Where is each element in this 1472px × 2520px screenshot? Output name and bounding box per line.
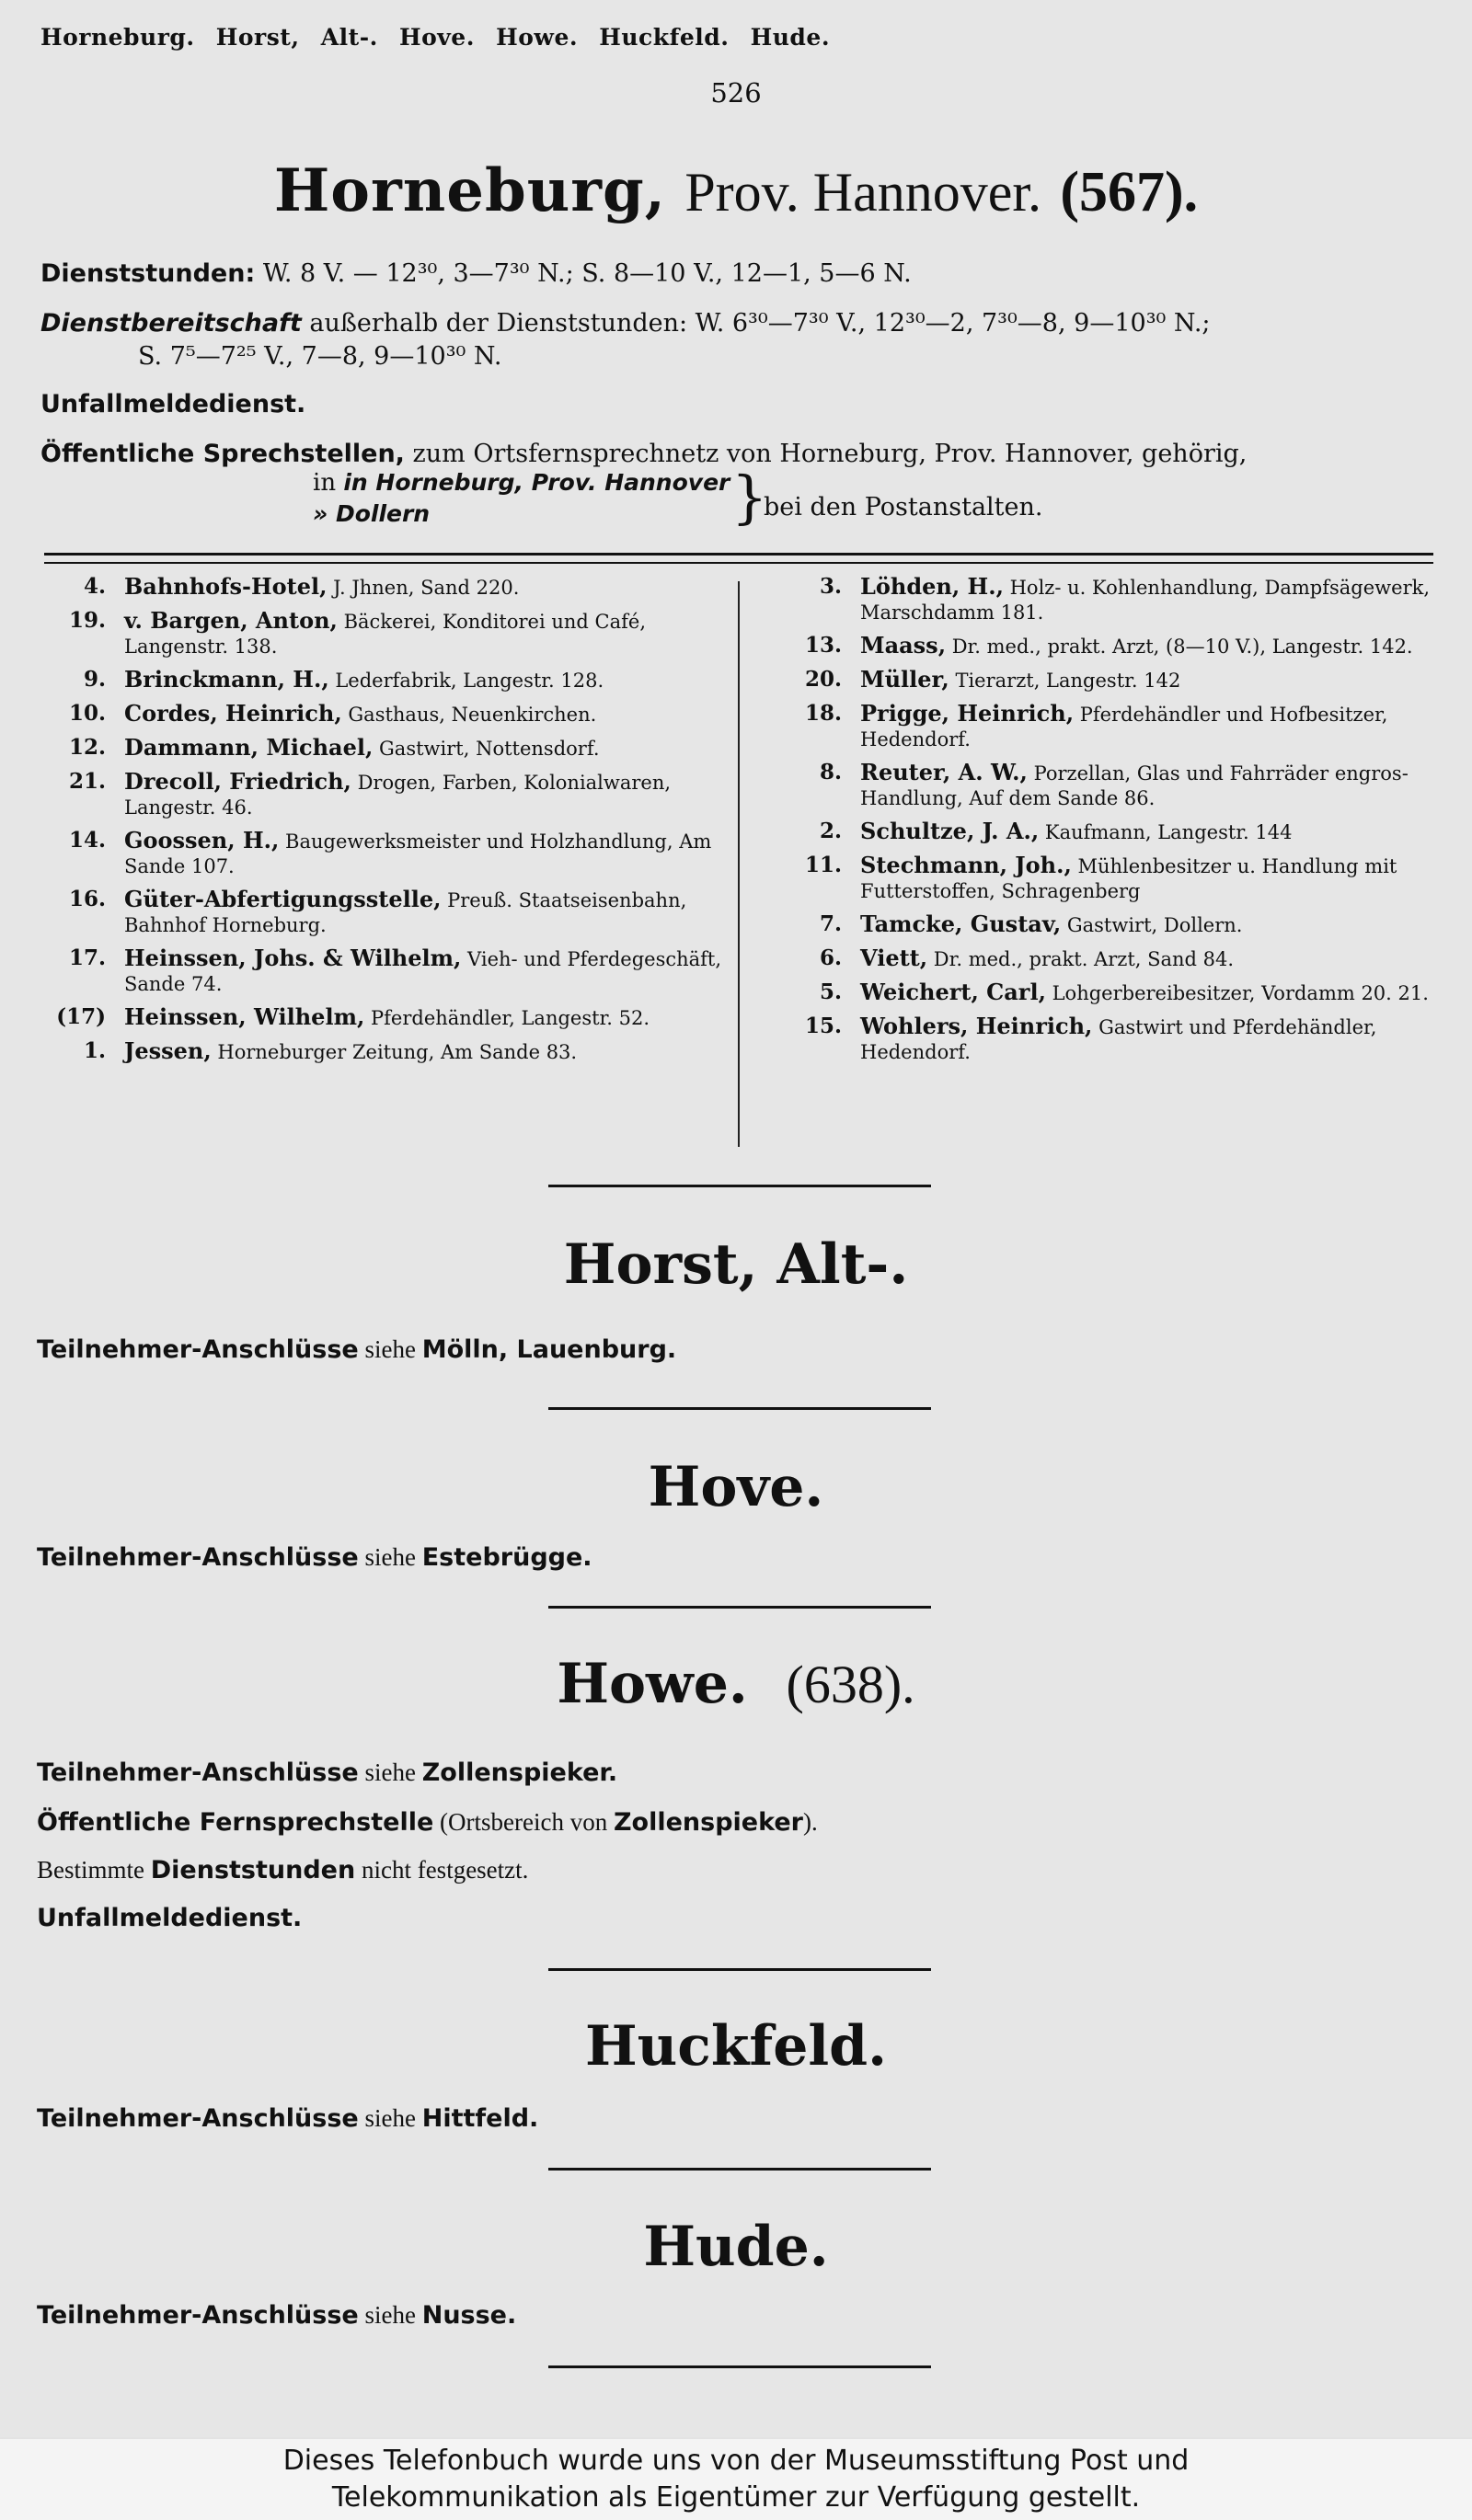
section-rule [548, 1606, 931, 1609]
subscriber-number: 16. [68, 887, 106, 911]
subscriber-name: Heinssen, Johs. & Wilhelm, [124, 945, 462, 971]
place-2: » Dollern [313, 500, 431, 527]
subscriber-entry [37, 945, 722, 997]
subscriber-number: 7. [819, 911, 842, 936]
subscriber-details: Preuß. Staatseisenbahn, Bahnhof Horneburg. [124, 889, 687, 936]
horst-subscribers: Teilnehmer-Anschlüsse siehe Mölln, Lauenburg. [37, 1335, 677, 1364]
section-rule [548, 2365, 931, 2368]
hude-title: Hude. [643, 2215, 829, 2279]
huckfeld-subscribers: Teilnehmer-Anschlüsse siehe Hittfeld. [37, 2104, 539, 2133]
standby-label: Dienstbereitschaft [40, 309, 302, 338]
subscriber-list-right [773, 574, 1435, 1072]
subscriber-details: Lohgerbereibesitzer, Vordamm 20. 21. [1045, 982, 1429, 1004]
subscriber-number: 5. [819, 979, 842, 1004]
subscriber-number: 18. [804, 701, 842, 726]
horneburg-name: Horneburg, [273, 156, 666, 225]
standby-line-2: S. 7⁵—7²⁵ V., 7—8, 9—10³⁰ N. [138, 342, 502, 371]
subscriber-details: Gasthaus, Neuenkirchen. [341, 704, 597, 726]
subscriber-name: Wohlers, Heinrich, [860, 1013, 1093, 1039]
footer-line-1: Dieses Telefonbuch wurde uns von der Museumsstiftung Post und [282, 2445, 1190, 2477]
subscriber-name: Reuter, A. W., [860, 759, 1028, 785]
hours-label: Dienststunden: [40, 259, 256, 288]
subscriber-number: 4. [83, 574, 106, 599]
subscriber-name: Müller, [860, 666, 949, 693]
subscriber-entry [773, 1014, 1435, 1065]
subscriber-name: Dammann, Michael, [124, 734, 374, 761]
subscriber-number: 12. [68, 735, 106, 760]
subscriber-entry [37, 1004, 722, 1031]
horneburg-code: (567). [1060, 161, 1199, 223]
subscriber-name: Stechmann, Joh., [860, 852, 1072, 878]
column-divider [738, 581, 740, 1147]
subscriber-name: Drecoll, Friedrich, [124, 768, 351, 795]
subscriber-entry [37, 667, 722, 693]
subscriber-details: Mühlenbesitzer u. Handlung mit Futterstoffen, Schragenberg [860, 855, 1397, 902]
subscriber-name: v. Bargen, Anton, [124, 607, 338, 634]
subscriber-entry [37, 701, 722, 727]
subscriber-entry [773, 853, 1435, 904]
section-rule [548, 2168, 931, 2171]
subscriber-entry [773, 760, 1435, 811]
subscriber-details: Bäckerei, Konditorei und Café, Langenstr. 138. [124, 611, 647, 658]
accident-service: Unfallmeldedienst. [40, 390, 306, 418]
subscriber-number: 14. [68, 828, 106, 853]
subscriber-entry [37, 887, 722, 938]
subscriber-name: Löhden, H., [860, 573, 1004, 600]
subscriber-number: 8. [819, 760, 842, 785]
subscriber-details: Vieh- und Pferdegeschäft, Sande 74. [124, 948, 722, 995]
howe-public-station: Öffentliche Fernsprechstelle (Ortsbereich von Zollenspieker). [37, 1808, 818, 1837]
subscriber-details: Gastwirt, Nottensdorf. [373, 738, 600, 760]
subscriber-number: 3. [819, 574, 842, 599]
subscriber-number: 19. [68, 608, 106, 633]
subscriber-name: Viett, [860, 945, 928, 971]
hove-subscribers: Teilnehmer-Anschlüsse siehe Estebrügge. [37, 1543, 592, 1572]
public-stations-line [40, 440, 1247, 468]
places-block [313, 464, 1043, 531]
places-note: bei den Postanstalten. [764, 493, 1043, 521]
howe-subscribers: Teilnehmer-Anschlüsse siehe Zollenspieker. [37, 1758, 618, 1787]
subscriber-details: Gastwirt, Dollern. [1061, 914, 1243, 936]
subscriber-details: J. Jhnen, Sand 220. [327, 577, 520, 599]
subscriber-name: Cordes, Heinrich, [124, 700, 342, 727]
hours-text: W. 8 V. — 12³⁰, 3—7³⁰ N.; S. 8—10 V., 12—1, 5—6 N. [255, 259, 912, 288]
subscriber-number: 20. [804, 667, 842, 692]
subscriber-name: Tamcke, Gustav, [860, 911, 1062, 937]
hove-title: Hove. [648, 1455, 824, 1519]
subscriber-details: Kaufmann, Langestr. 144 [1039, 821, 1293, 843]
subscriber-details: Pferdehändler, Langestr. 52. [364, 1007, 650, 1029]
subscriber-details: Dr. med., prakt. Arzt, (8—10 V.), Langestr. 142. [946, 636, 1413, 658]
subscriber-number: 6. [819, 945, 842, 970]
subscriber-number: 13. [804, 633, 842, 658]
copyright-footer [0, 2439, 1472, 2520]
subscriber-details: Porzellan, Glas und Fahrräder engros-Handlung, Auf dem Sande 86. [860, 762, 1409, 809]
place-1: in in Horneburg, Prov. Hannover [313, 469, 730, 497]
subscriber-details: Holz- u. Kohlenhandlung, Dampfsägewerk, Marschdamm 181. [860, 577, 1431, 624]
subscriber-entry [773, 574, 1435, 625]
horneburg-province: Prov. Hannover. [684, 162, 1042, 223]
subscriber-name: Maass, [860, 632, 947, 659]
public-stations-label: Öffentliche Sprechstellen, [40, 440, 405, 468]
section-rule [548, 1407, 931, 1410]
standby-line [40, 309, 1211, 338]
footer-line-2: Telekommunikation als Eigentümer zur Verfügung gestellt. [331, 2481, 1141, 2514]
hude-subscribers: Teilnehmer-Anschlüsse siehe Nusse. [37, 2301, 517, 2330]
subscriber-name: Weichert, Carl, [860, 979, 1046, 1005]
subscriber-details: Dr. med., prakt. Arzt, Sand 84. [927, 948, 1235, 970]
subscriber-name: Bahnhofs-Hotel, [124, 573, 328, 600]
subscriber-entry [773, 633, 1435, 659]
subscriber-number: 15. [804, 1014, 842, 1038]
subscriber-number: 11. [804, 853, 842, 877]
subscriber-number: 17. [68, 945, 106, 970]
subscriber-entry [773, 979, 1435, 1006]
section-rule [548, 1185, 931, 1187]
subscriber-entry [773, 945, 1435, 972]
subscriber-number: 9. [83, 667, 106, 692]
subscriber-entry [773, 911, 1435, 938]
subscriber-entry [37, 574, 722, 601]
double-rule [44, 553, 1433, 564]
subscriber-name: Schultze, J. A., [860, 818, 1040, 844]
horneburg-title [0, 156, 1472, 225]
subscriber-number: 21. [68, 769, 106, 794]
subscriber-name: Brinckmann, H., [124, 666, 329, 693]
standby-text: außerhalb der Dienststunden: W. 6³⁰—7³⁰ V., 12³⁰—2, 7³⁰—8, 9—10³⁰ N.; [301, 309, 1211, 338]
subscriber-entry [37, 735, 722, 762]
public-stations-text: zum Ortsfernsprechnetz von Horneburg, Prov. Hannover, gehörig, [404, 440, 1248, 468]
subscriber-entry [773, 819, 1435, 845]
subscriber-number: (17) [56, 1004, 106, 1029]
subscriber-entry [37, 1038, 722, 1065]
horst-title: Horst, Alt-. [563, 1232, 909, 1297]
subscriber-details: Tierarzt, Langestr. 142 [949, 670, 1181, 692]
hours-line [40, 259, 912, 288]
huckfeld-title: Huckfeld. [584, 2014, 888, 2079]
subscriber-details: Pferdehändler und Hofbesitzer, Hedendorf. [860, 704, 1388, 750]
subscriber-name: Goossen, H., [124, 827, 280, 853]
subscriber-details: Drogen, Farben, Kolonialwaren, Langestr. 46. [124, 772, 672, 819]
subscriber-name: Güter-Abfertigungsstelle, [124, 886, 442, 912]
subscriber-number: 10. [68, 701, 106, 726]
subscriber-entry [773, 701, 1435, 752]
subscriber-name: Heinssen, Wilhelm, [124, 1003, 365, 1030]
subscriber-number: 1. [83, 1038, 106, 1063]
subscriber-details: Baugewerksmeister und Holzhandlung, Am Sande 107. [124, 830, 712, 877]
section-rule [548, 1968, 931, 1971]
subscriber-entry [37, 828, 722, 879]
howe-hours: Bestimmte Dienststunden nicht festgesetzt. [37, 1856, 529, 1884]
subscriber-list-left [37, 574, 722, 1072]
brace-symbol: } [731, 464, 768, 531]
subscriber-details: Gastwirt und Pferdehändler, Hedendorf. [860, 1016, 1377, 1063]
subscriber-entry [37, 769, 722, 820]
subscriber-name: Jessen, [124, 1037, 212, 1064]
subscriber-details: Horneburger Zeitung, Am Sande 83. [211, 1041, 578, 1063]
subscriber-entry [773, 667, 1435, 693]
subscriber-number: 2. [819, 819, 842, 843]
running-head: Horneburg. Horst, Alt-. Hove. Howe. Huckfeld. Hude. [40, 24, 831, 51]
howe-title: Howe. (638). [557, 1652, 915, 1716]
howe-accident-service: Unfallmeldedienst. [37, 1904, 303, 1932]
subscriber-details: Lederfabrik, Langestr. 128. [328, 670, 604, 692]
subscriber-entry [37, 608, 722, 659]
page-number: 526 [710, 77, 762, 109]
subscriber-name: Prigge, Heinrich, [860, 700, 1075, 727]
